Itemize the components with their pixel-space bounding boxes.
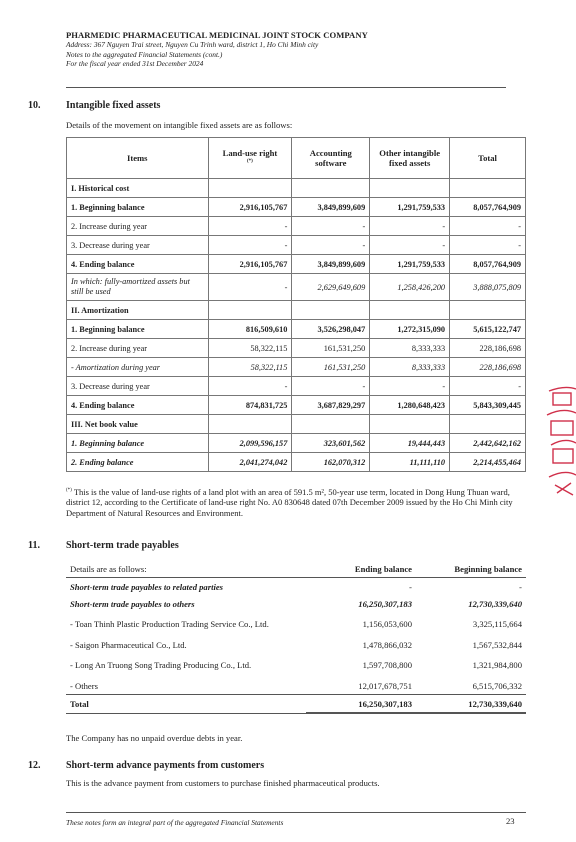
payable-value: - [416,578,526,596]
section-10-intro: Details of the movement on intangible fixed assets are as follows: [66,120,293,130]
row-value: 816,509,610 [208,320,292,339]
intangible-row [67,179,526,198]
fiscal-line: For the fiscal year ended 31st December 2024 [66,59,204,69]
col-beginning-balance: Beginning balance [454,563,522,574]
section-11-number: 11. [28,540,40,551]
row-label: 2. Increase during year [67,339,209,358]
row-label: 4. Ending balance [67,255,209,274]
payable-label: - Others [70,680,98,691]
row-label: 4. Ending balance [67,396,209,415]
intangible-row [67,320,526,339]
row-value: 1,291,759,533 [370,255,450,274]
row-value: 3,849,899,609 [292,198,370,217]
land-use-footnote: (*) This is the value of land-use rights of a land plot with an area of 591.5 m², 50-year use term, located in Dong Hung Thuan ward, district 12, according to the Certificate of land-use right No. A0 830648 dated 07th December 2009 issued by the Ho Chi Minh city Department of Natural Resources and Environment. [66,486,513,519]
row-value: 3,526,298,047 [292,320,370,339]
row-value [208,415,292,434]
intangible-row [67,358,526,377]
row-label: - Amortization during year [67,358,209,377]
intangible-row [67,274,526,301]
trade-payables-table [66,560,526,714]
payable-value: 16,250,307,183 [358,598,412,609]
row-value: 3,849,899,609 [292,255,370,274]
intangible-row [67,415,526,434]
payable-value: 1,567,532,844 [472,639,522,650]
payable-value: 1,478,866,032 [362,639,412,650]
row-value: 162,070,312 [292,453,370,472]
payable-value: 1,156,053,600 [362,619,412,629]
intangible-row [67,236,526,255]
row-value: - [208,236,292,255]
intangible-row [67,255,526,274]
row-label: I. Historical cost [67,179,209,198]
row-value: 11,111,110 [370,453,450,472]
row-value: - [292,217,370,236]
payable-label: Short-term trade payables to others [70,598,195,609]
row-value [292,301,370,320]
row-value: 323,601,562 [292,434,370,453]
row-value: 1,280,648,423 [370,396,450,415]
payables-intro: Details are as follows: [70,563,147,574]
row-value: 2,041,274,042 [208,453,292,472]
payable-value: 12,017,678,751 [358,680,412,691]
section-10-title: Intangible fixed assets [66,100,161,111]
footer-divider [66,812,526,813]
row-label: 1. Beginning balance [67,320,209,339]
row-value [370,179,450,198]
row-label: In which: fully-amortized assets but still be used [67,274,209,301]
payable-row [66,612,526,636]
row-label: 3. Decrease during year [67,377,209,396]
row-label: 1. Beginning balance [67,434,209,453]
row-value: 2,629,649,609 [292,274,370,301]
row-value: 874,831,725 [208,396,292,415]
row-value: 5,843,309,445 [450,396,526,415]
payable-value: 3,325,115,664 [472,619,522,629]
company-seal-stamp [545,385,576,500]
row-value: - [370,377,450,396]
row-value: 19,444,443 [370,434,450,453]
row-value: 8,333,333 [370,358,450,377]
row-value: 8,057,764,909 [450,255,526,274]
row-value: 1,258,426,200 [370,274,450,301]
row-label: 3. Decrease during year [67,236,209,255]
row-value [292,179,370,198]
row-value: - [450,217,526,236]
payable-label: - Saigon Pharmaceutical Co., Ltd. [70,639,187,650]
row-value: 228,186,698 [450,339,526,358]
section-12-intro: This is the advance payment from customers to purchase finished pharmaceutical products. [66,778,380,788]
row-value: - [450,236,526,255]
col-total: Total [450,138,526,179]
payable-row [66,578,526,596]
intangible-row [67,339,526,358]
intangible-row [67,396,526,415]
intangible-row [67,301,526,320]
col-accounting-software: Accounting software [292,138,370,179]
section-11-title: Short-term trade payables [66,540,179,551]
row-value: - [292,236,370,255]
row-value: 161,531,250 [292,339,370,358]
row-value: 58,322,115 [208,358,292,377]
payable-row [66,653,526,677]
row-value: - [292,377,370,396]
row-label: 1. Beginning balance [67,198,209,217]
payable-value: - [306,578,416,596]
row-value [370,301,450,320]
row-value: 8,057,764,909 [450,198,526,217]
row-value [208,301,292,320]
company-address: Address: 367 Nguyen Trai street, Nguyen Cu Trinh ward, district 1, Ho Chi Minh city [66,40,319,49]
payable-row [66,636,526,653]
company-name: PHARMEDIC PHARMACEUTICAL MEDICINAL JOINT STOCK COMPANY [66,30,368,40]
payable-value: 6,515,706,332 [472,680,522,691]
row-value [450,415,526,434]
row-value: - [208,377,292,396]
row-value: 2,916,105,767 [208,198,292,217]
row-value [208,179,292,198]
row-value: 3,888,075,809 [450,274,526,301]
row-value: 228,186,698 [450,358,526,377]
footer-note: These notes form an integral part of the aggregated Financial Statements [66,818,284,827]
row-value: 5,615,122,747 [450,320,526,339]
col-land-use-right: Land-use right (*) [208,138,292,179]
header-divider [66,87,506,88]
payable-row [66,595,526,612]
total-ending: 16,250,307,183 [306,695,416,714]
row-value: 2,214,455,464 [450,453,526,472]
row-value: 3,687,829,297 [292,396,370,415]
total-label: Total [66,695,306,714]
intangible-row [67,434,526,453]
row-value: 2,442,642,162 [450,434,526,453]
intangible-row [67,377,526,396]
payable-value: 1,321,984,800 [472,660,522,670]
payable-label: - Toan Thinh Plastic Production Trading Service Co., Ltd. [70,619,269,629]
row-value: 1,291,759,533 [370,198,450,217]
row-value: 1,272,315,090 [370,320,450,339]
payable-value: 12,730,339,640 [468,598,522,609]
col-other-intangible: Other intangible fixed assets [370,138,450,179]
row-value [450,179,526,198]
row-value: 2,099,596,157 [208,434,292,453]
row-value: 8,333,333 [370,339,450,358]
row-value [370,415,450,434]
section-12-number: 12. [28,760,41,771]
row-label: III. Net book value [67,415,209,434]
row-value: - [208,274,292,301]
section-12-title: Short-term advance payments from customers [66,760,265,771]
overdue-statement: The Company has no unpaid overdue debts in year. [66,733,243,743]
row-value: - [370,236,450,255]
total-beginning: 12,730,339,640 [416,695,526,714]
payable-value: 1,597,708,800 [362,660,412,670]
page-number: 23 [506,816,515,826]
row-value [292,415,370,434]
page-header [66,30,506,69]
notes-line: Notes to the aggregated Financial Statements (cont.) [66,49,223,59]
row-value [450,301,526,320]
row-value: - [370,217,450,236]
payable-row [66,677,526,695]
row-label: 2. Ending balance [67,453,209,472]
row-value: - [450,377,526,396]
payable-label: Short-term trade payables to related parties [66,578,306,596]
intangible-row [67,198,526,217]
col-items: Items [67,138,209,179]
section-10-number: 10. [28,100,41,111]
row-value: 161,531,250 [292,358,370,377]
row-label: 2. Increase during year [67,217,209,236]
payable-label: - Long An Truong Song Trading Producing Co., Ltd. [70,660,252,670]
row-value: 2,916,105,767 [208,255,292,274]
col-ending-balance: Ending balance [354,563,412,574]
row-value: 58,322,115 [208,339,292,358]
row-label: II. Amortization [67,301,209,320]
intangible-row [67,453,526,472]
intangible-row [67,217,526,236]
intangible-assets-table [66,137,526,472]
row-value: - [208,217,292,236]
